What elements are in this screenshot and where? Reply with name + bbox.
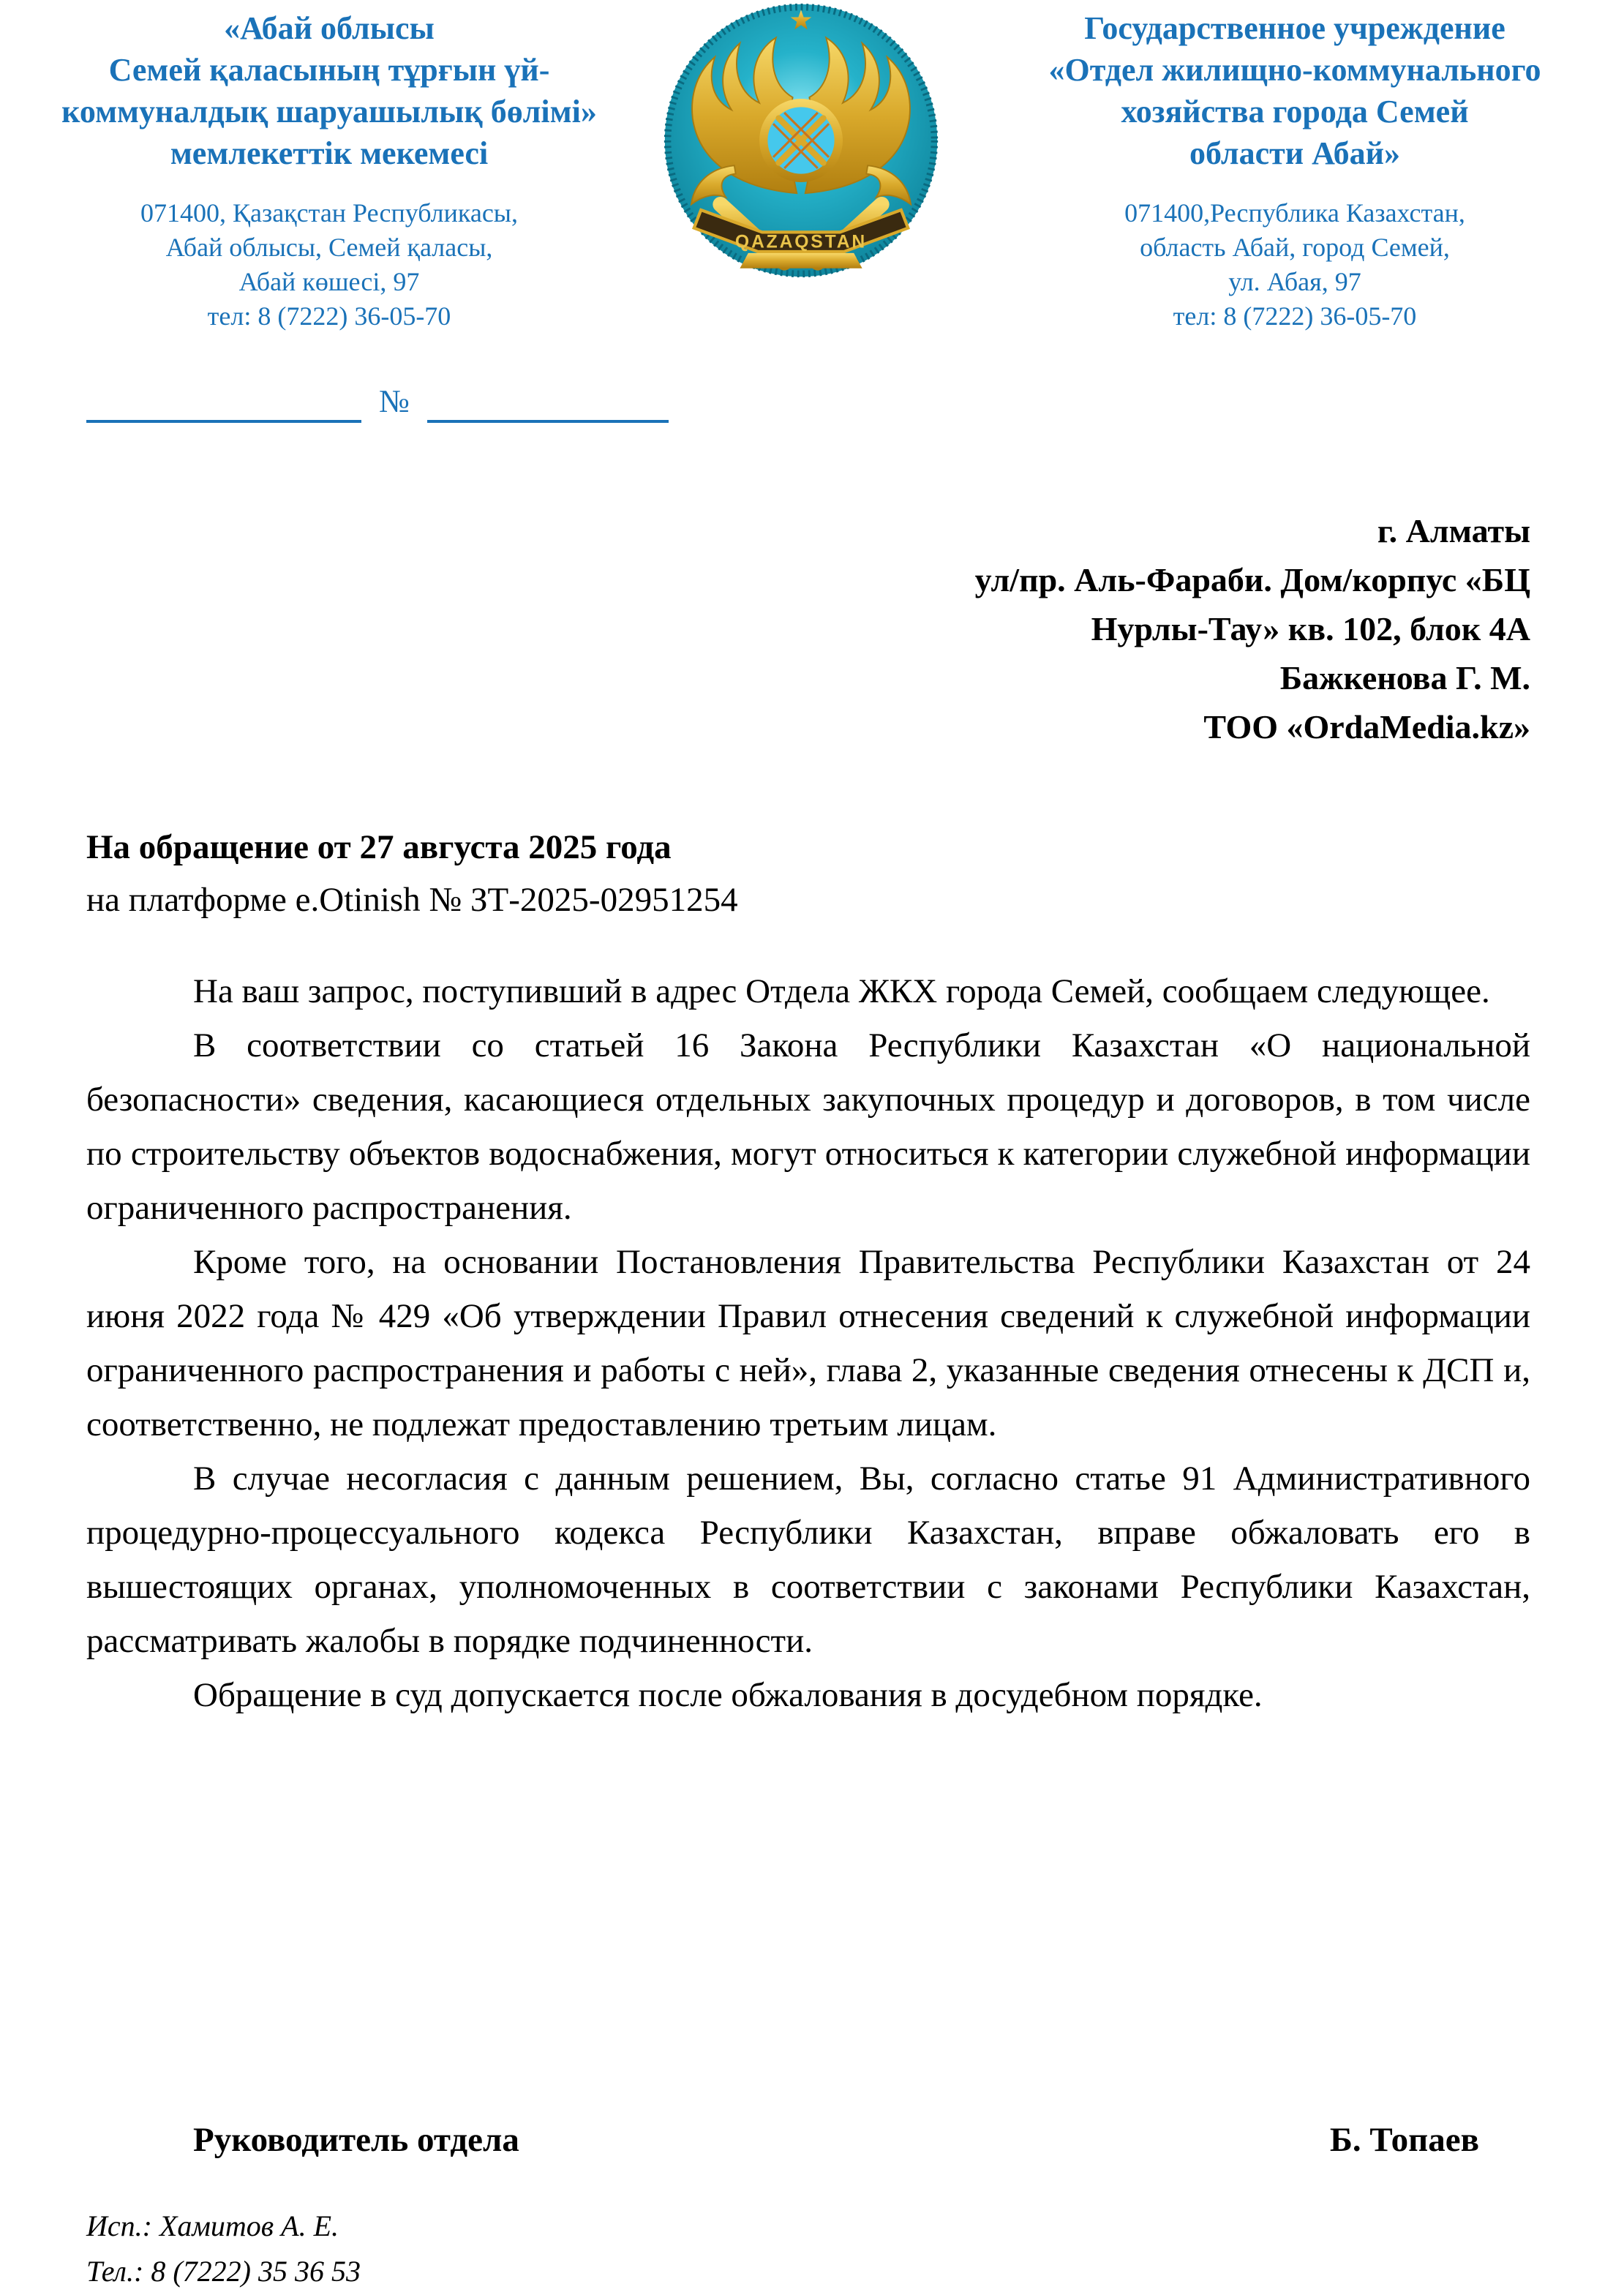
org-name-line: области Абай» — [1189, 135, 1400, 171]
org-name-line: «Абай облысы — [224, 10, 435, 46]
number-blank-line — [427, 382, 669, 423]
org-name-line: Государственное учреждение — [1084, 10, 1505, 46]
subject-line-regular: на платформе e.Otinish № ЗТ-2025-02951254 — [86, 881, 738, 919]
address-line: тел: 8 (7222) 36-05-70 — [207, 301, 451, 331]
emblem-banner-text: QAZAQSTAN — [734, 232, 868, 252]
signer-position: Руководитель отдела — [193, 2121, 519, 2159]
address-line: ул. Абая, 97 — [1228, 267, 1361, 296]
executor-footer — [86, 2204, 361, 2294]
org-name-kazakh — [22, 7, 636, 174]
org-name-russian — [980, 7, 1609, 174]
signer-name: Б. Топаев — [1329, 2121, 1479, 2159]
kazakhstan-emblem-icon — [662, 1, 940, 279]
body-paragraph: В соответствии со статьей 16 Закона Республики Казахстан «О национальной безопасности» сведения, касающиеся отдельных закупочных процедур и договоров, в том числе по строительству объектов водоснабжения, могут относиться к категории служебной информации ограниченного распространения. — [86, 1026, 1530, 1227]
address-line: 071400,Республика Казахстан, — [1124, 198, 1465, 228]
letter-body — [86, 964, 1530, 1722]
emblem-svg — [662, 1, 940, 279]
recipient-line: ул/пр. Аль-Фараби. Дом/корпус «БЦ — [974, 561, 1530, 598]
recipient-line: ТОО «OrdaMedia.kz» — [1203, 708, 1530, 745]
body-paragraph: Обращение в суд допускается после обжалования в досудебном порядке. — [193, 1676, 1263, 1714]
org-name-line: хозяйства города Семей — [1121, 94, 1469, 129]
org-name-line: мемлекеттік мекемесі — [170, 135, 489, 171]
subject-block — [86, 821, 1530, 926]
number-sign: № — [379, 383, 410, 419]
reference-number-line — [86, 380, 669, 427]
executor-phone: Тел.: 8 (7222) 35 36 53 — [86, 2255, 361, 2288]
body-paragraph: На ваш запрос, поступивший в адрес Отдела ЖКХ города Семей, сообщаем следующее. — [193, 972, 1490, 1010]
address-line: Абай көшесі, 97 — [238, 267, 420, 296]
org-address-kazakh — [22, 196, 636, 334]
address-line: 071400, Қазақстан Республикасы, — [140, 198, 518, 228]
org-address-russian — [980, 196, 1609, 334]
org-name-line: коммуналдық шаруашылық бөлімі» — [61, 94, 597, 129]
recipient-line: Нурлы-Тау» кв. 102, блок 4А — [1091, 610, 1530, 647]
recipient-line: г. Алматы — [1377, 512, 1530, 549]
emblem-shanyrak-icon — [759, 99, 843, 182]
body-paragraph: В случае несогласия с данным решением, Вы, согласно статье 91 Административного процедурно-процессуального кодекса Республики Казахстан, вправе обжаловать его в вышестоящих органах, уполномоченных в соответствии с законами Республики Казахстан, рассматривать жалобы в порядке подчиненности. — [86, 1460, 1530, 1660]
signature-row — [86, 2120, 1530, 2160]
org-name-line: Семей қаласының тұрғын үй- — [108, 52, 550, 88]
address-line: тел: 8 (7222) 36-05-70 — [1173, 301, 1417, 331]
address-line: область Абай, город Семей, — [1140, 233, 1450, 262]
org-name-line: «Отдел жилищно-коммунального — [1048, 52, 1541, 88]
executor-name: Исп.: Хамитов А. Е. — [86, 2209, 339, 2242]
recipient-block — [653, 506, 1530, 751]
subject-line-bold: На обращение от 27 августа 2025 года — [86, 828, 672, 866]
recipient-line: Бажкенова Г. М. — [1279, 659, 1530, 696]
address-line: Абай облысы, Семей қаласы, — [165, 233, 493, 262]
body-paragraph: Кроме того, на основании Постановления Правительства Республики Казахстан от 24 июня 2022 года № 429 «Об утверждении Правил отнесения сведений к служебной информации ограниченного распространения и работы с ней», глава 2, указанные сведения отнесены к ДСП и, соответственно, не подлежат предоставлению третьим лицам. — [86, 1243, 1530, 1443]
date-blank-line — [86, 382, 361, 423]
